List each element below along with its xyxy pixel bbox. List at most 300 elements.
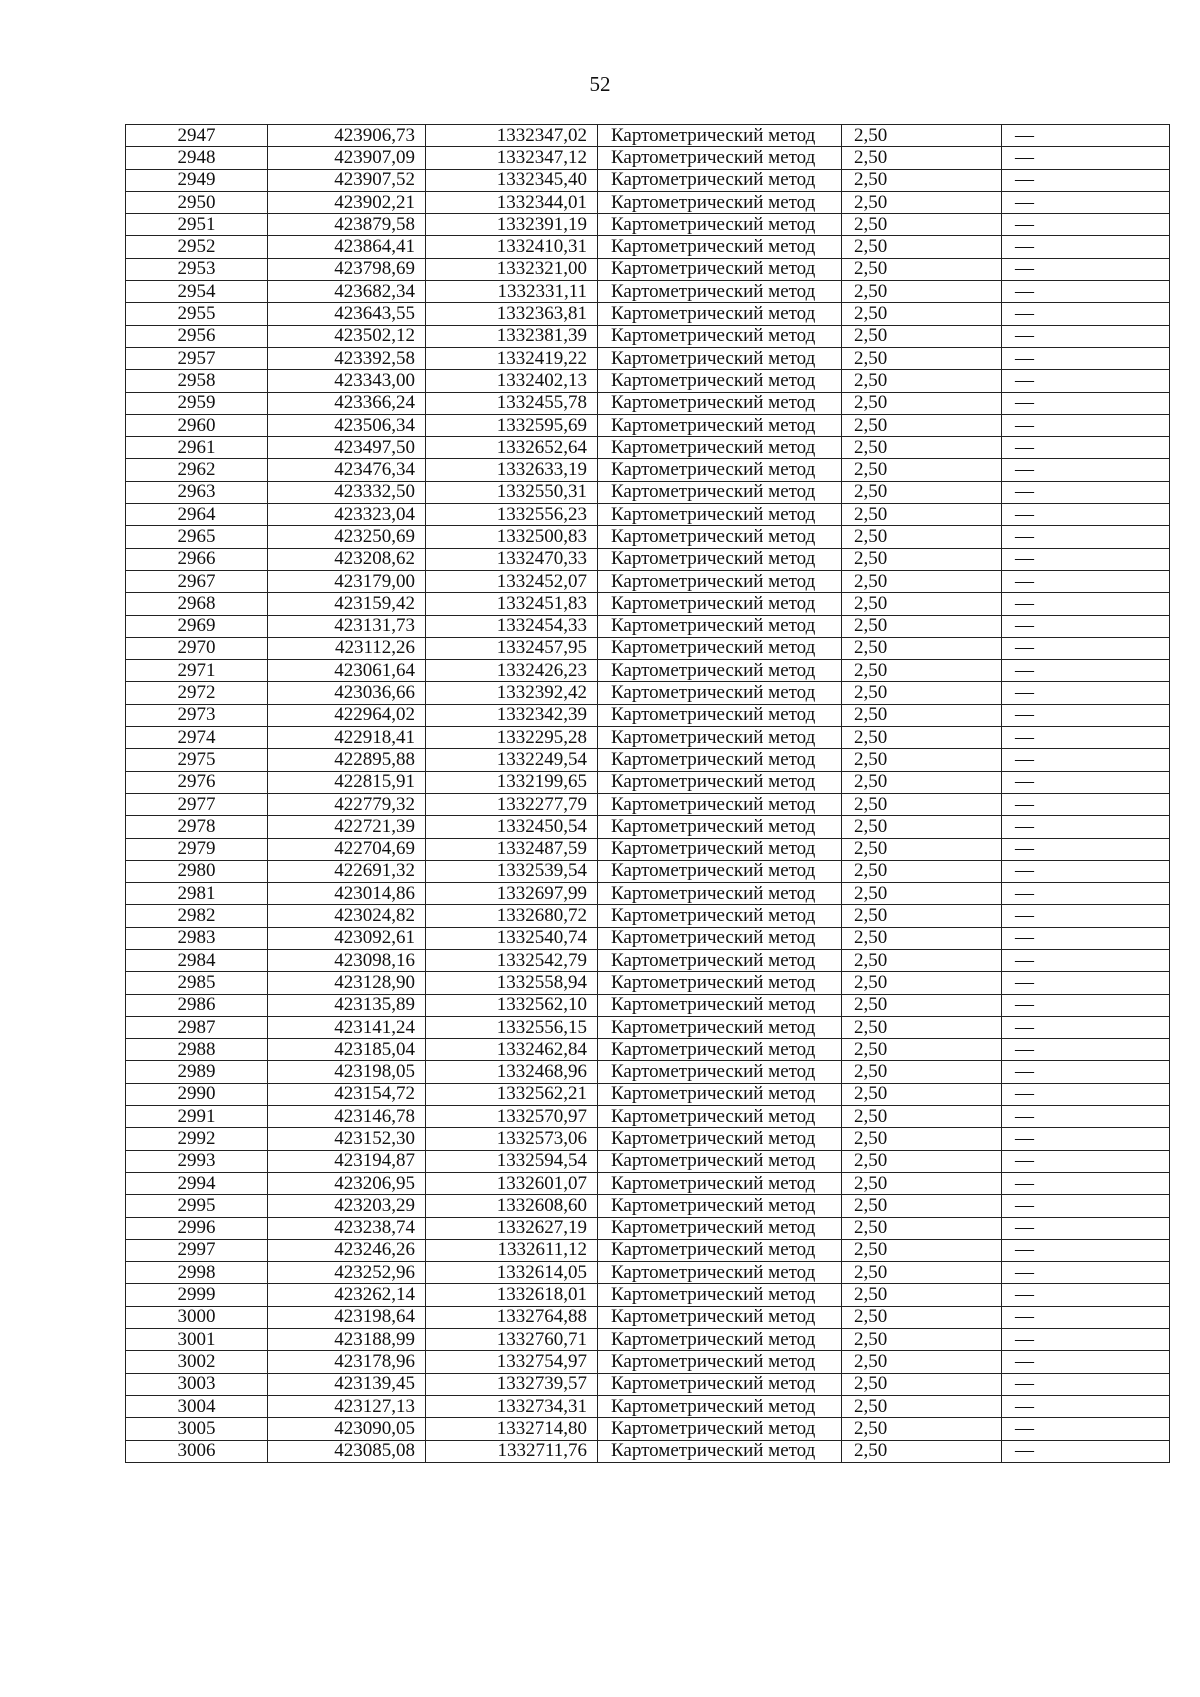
table-row — [126, 1106, 1170, 1128]
table-row — [126, 1284, 1170, 1306]
point-number-cell: 2953 — [126, 258, 268, 280]
y-coordinate-cell: 1332452,07 — [426, 570, 598, 592]
point-number-cell: 3002 — [126, 1351, 268, 1373]
page-number: 52 — [589, 72, 611, 96]
method-cell: Картометрический метод — [598, 1039, 842, 1061]
description-cell: — — [1002, 1061, 1170, 1083]
x-coordinate-cell: 423154,72 — [268, 1083, 426, 1105]
method-cell: Картометрический метод — [598, 1150, 842, 1172]
table-row — [126, 325, 1170, 347]
x-coordinate-cell: 422691,32 — [268, 860, 426, 882]
y-coordinate-cell: 1332760,71 — [426, 1329, 598, 1351]
method-cell: Картометрический метод — [598, 949, 842, 971]
table-row — [126, 258, 1170, 280]
method-cell: Картометрический метод — [598, 325, 842, 347]
point-number-cell: 2971 — [126, 660, 268, 682]
y-coordinate-cell: 1332419,22 — [426, 347, 598, 369]
y-coordinate-cell: 1332249,54 — [426, 749, 598, 771]
description-cell: — — [1002, 1373, 1170, 1395]
method-cell: Картометрический метод — [598, 1239, 842, 1261]
y-coordinate-cell: 1332539,54 — [426, 860, 598, 882]
description-cell: — — [1002, 682, 1170, 704]
table-row — [126, 191, 1170, 213]
error-cell: 2,50 — [842, 1351, 1002, 1373]
error-cell: 2,50 — [842, 504, 1002, 526]
method-cell: Картометрический метод — [598, 437, 842, 459]
error-cell: 2,50 — [842, 392, 1002, 414]
method-cell: Картометрический метод — [598, 281, 842, 303]
y-coordinate-cell: 1332652,64 — [426, 437, 598, 459]
x-coordinate-cell: 423203,29 — [268, 1195, 426, 1217]
y-coordinate-cell: 1332457,95 — [426, 637, 598, 659]
error-cell: 2,50 — [842, 1306, 1002, 1328]
x-coordinate-cell: 423879,58 — [268, 214, 426, 236]
x-coordinate-cell: 423906,73 — [268, 125, 426, 147]
point-number-cell: 2977 — [126, 793, 268, 815]
description-cell: — — [1002, 1083, 1170, 1105]
error-cell: 2,50 — [842, 1128, 1002, 1150]
error-cell: 2,50 — [842, 147, 1002, 169]
point-number-cell: 2975 — [126, 749, 268, 771]
table-row — [126, 793, 1170, 815]
description-cell: — — [1002, 392, 1170, 414]
point-number-cell: 2965 — [126, 526, 268, 548]
table-row — [126, 927, 1170, 949]
table-row — [126, 1329, 1170, 1351]
error-cell: 2,50 — [842, 437, 1002, 459]
point-number-cell: 2994 — [126, 1172, 268, 1194]
description-cell: — — [1002, 125, 1170, 147]
point-number-cell: 2958 — [126, 370, 268, 392]
table-row — [126, 1195, 1170, 1217]
method-cell: Картометрический метод — [598, 1329, 842, 1351]
y-coordinate-cell: 1332570,97 — [426, 1106, 598, 1128]
method-cell: Картометрический метод — [598, 749, 842, 771]
y-coordinate-cell: 1332739,57 — [426, 1373, 598, 1395]
y-coordinate-cell: 1332321,00 — [426, 258, 598, 280]
y-coordinate-cell: 1332608,60 — [426, 1195, 598, 1217]
error-cell: 2,50 — [842, 727, 1002, 749]
description-cell: — — [1002, 504, 1170, 526]
x-coordinate-cell: 423323,04 — [268, 504, 426, 526]
x-coordinate-cell: 422895,88 — [268, 749, 426, 771]
y-coordinate-cell: 1332402,13 — [426, 370, 598, 392]
x-coordinate-cell: 423152,30 — [268, 1128, 426, 1150]
table-row — [126, 214, 1170, 236]
point-number-cell: 2991 — [126, 1106, 268, 1128]
y-coordinate-cell: 1332462,84 — [426, 1039, 598, 1061]
point-number-cell: 2978 — [126, 816, 268, 838]
y-coordinate-cell: 1332754,97 — [426, 1351, 598, 1373]
x-coordinate-cell: 423159,42 — [268, 593, 426, 615]
y-coordinate-cell: 1332410,31 — [426, 236, 598, 258]
x-coordinate-cell: 423502,12 — [268, 325, 426, 347]
description-cell: — — [1002, 281, 1170, 303]
point-number-cell: 2995 — [126, 1195, 268, 1217]
x-coordinate-cell: 423128,90 — [268, 972, 426, 994]
x-coordinate-cell: 423146,78 — [268, 1106, 426, 1128]
x-coordinate-cell: 423090,05 — [268, 1418, 426, 1440]
table-row — [126, 860, 1170, 882]
method-cell: Картометрический метод — [598, 1016, 842, 1038]
table-row — [126, 749, 1170, 771]
y-coordinate-cell: 1332277,79 — [426, 793, 598, 815]
table-row — [126, 682, 1170, 704]
description-cell: — — [1002, 526, 1170, 548]
method-cell: Картометрический метод — [598, 771, 842, 793]
error-cell: 2,50 — [842, 905, 1002, 927]
table-row — [126, 392, 1170, 414]
table-row — [126, 125, 1170, 147]
error-cell: 2,50 — [842, 370, 1002, 392]
description-cell: — — [1002, 883, 1170, 905]
point-number-cell: 2947 — [126, 125, 268, 147]
x-coordinate-cell: 423506,34 — [268, 414, 426, 436]
error-cell: 2,50 — [842, 1061, 1002, 1083]
error-cell: 2,50 — [842, 660, 1002, 682]
error-cell: 2,50 — [842, 637, 1002, 659]
description-cell: — — [1002, 593, 1170, 615]
point-number-cell: 2987 — [126, 1016, 268, 1038]
error-cell: 2,50 — [842, 481, 1002, 503]
description-cell: — — [1002, 1306, 1170, 1328]
error-cell: 2,50 — [842, 682, 1002, 704]
x-coordinate-cell: 423194,87 — [268, 1150, 426, 1172]
y-coordinate-cell: 1332344,01 — [426, 191, 598, 213]
x-coordinate-cell: 423262,14 — [268, 1284, 426, 1306]
method-cell: Картометрический метод — [598, 1217, 842, 1239]
y-coordinate-cell: 1332697,99 — [426, 883, 598, 905]
y-coordinate-cell: 1332426,23 — [426, 660, 598, 682]
table-row — [126, 727, 1170, 749]
point-number-cell: 2984 — [126, 949, 268, 971]
point-number-cell: 2961 — [126, 437, 268, 459]
error-cell: 2,50 — [842, 459, 1002, 481]
description-cell: — — [1002, 1395, 1170, 1417]
table-row — [126, 370, 1170, 392]
table-row — [126, 1128, 1170, 1150]
x-coordinate-cell: 423131,73 — [268, 615, 426, 637]
table-row — [126, 704, 1170, 726]
table-row — [126, 1217, 1170, 1239]
error-cell: 2,50 — [842, 570, 1002, 592]
y-coordinate-cell: 1332342,39 — [426, 704, 598, 726]
point-number-cell: 2998 — [126, 1262, 268, 1284]
coordinates-table-body — [126, 125, 1170, 1463]
x-coordinate-cell: 423185,04 — [268, 1039, 426, 1061]
y-coordinate-cell: 1332345,40 — [426, 169, 598, 191]
x-coordinate-cell: 423246,26 — [268, 1239, 426, 1261]
y-coordinate-cell: 1332295,28 — [426, 727, 598, 749]
point-number-cell: 2964 — [126, 504, 268, 526]
description-cell: — — [1002, 325, 1170, 347]
error-cell: 2,50 — [842, 1262, 1002, 1284]
method-cell: Картометрический метод — [598, 1284, 842, 1306]
point-number-cell: 2969 — [126, 615, 268, 637]
point-number-cell: 3000 — [126, 1306, 268, 1328]
y-coordinate-cell: 1332540,74 — [426, 927, 598, 949]
description-cell: — — [1002, 1016, 1170, 1038]
method-cell: Картометрический метод — [598, 548, 842, 570]
y-coordinate-cell: 1332451,83 — [426, 593, 598, 615]
table-row — [126, 1061, 1170, 1083]
description-cell: — — [1002, 660, 1170, 682]
y-coordinate-cell: 1332680,72 — [426, 905, 598, 927]
method-cell: Картометрический метод — [598, 1195, 842, 1217]
x-coordinate-cell: 423392,58 — [268, 347, 426, 369]
y-coordinate-cell: 1332363,81 — [426, 303, 598, 325]
description-cell: — — [1002, 236, 1170, 258]
description-cell: — — [1002, 1106, 1170, 1128]
point-number-cell: 2981 — [126, 883, 268, 905]
x-coordinate-cell: 423343,00 — [268, 370, 426, 392]
x-coordinate-cell: 423864,41 — [268, 236, 426, 258]
method-cell: Картометрический метод — [598, 704, 842, 726]
table-row — [126, 1418, 1170, 1440]
y-coordinate-cell: 1332347,12 — [426, 147, 598, 169]
table-row — [126, 414, 1170, 436]
description-cell: — — [1002, 1128, 1170, 1150]
description-cell: — — [1002, 1284, 1170, 1306]
x-coordinate-cell: 423139,45 — [268, 1373, 426, 1395]
error-cell: 2,50 — [842, 548, 1002, 570]
error-cell: 2,50 — [842, 949, 1002, 971]
description-cell: — — [1002, 615, 1170, 637]
x-coordinate-cell: 422918,41 — [268, 727, 426, 749]
error-cell: 2,50 — [842, 1083, 1002, 1105]
method-cell: Картометрический метод — [598, 214, 842, 236]
table-row — [126, 615, 1170, 637]
x-coordinate-cell: 423907,52 — [268, 169, 426, 191]
point-number-cell: 2985 — [126, 972, 268, 994]
description-cell: — — [1002, 1239, 1170, 1261]
point-number-cell: 2957 — [126, 347, 268, 369]
point-number-cell: 2972 — [126, 682, 268, 704]
x-coordinate-cell: 423208,62 — [268, 548, 426, 570]
table-row — [126, 816, 1170, 838]
description-cell: — — [1002, 816, 1170, 838]
error-cell: 2,50 — [842, 793, 1002, 815]
table-row — [126, 526, 1170, 548]
x-coordinate-cell: 423014,86 — [268, 883, 426, 905]
table-row — [126, 504, 1170, 526]
description-cell: — — [1002, 481, 1170, 503]
table-row — [126, 1150, 1170, 1172]
x-coordinate-cell: 423907,09 — [268, 147, 426, 169]
method-cell: Картометрический метод — [598, 660, 842, 682]
error-cell: 2,50 — [842, 281, 1002, 303]
error-cell: 2,50 — [842, 1395, 1002, 1417]
y-coordinate-cell: 1332556,15 — [426, 1016, 598, 1038]
error-cell: 2,50 — [842, 214, 1002, 236]
point-number-cell: 2989 — [126, 1061, 268, 1083]
method-cell: Картометрический метод — [598, 125, 842, 147]
point-number-cell: 2983 — [126, 927, 268, 949]
method-cell: Картометрический метод — [598, 682, 842, 704]
table-row — [126, 883, 1170, 905]
description-cell: — — [1002, 258, 1170, 280]
description-cell: — — [1002, 1418, 1170, 1440]
error-cell: 2,50 — [842, 325, 1002, 347]
error-cell: 2,50 — [842, 1039, 1002, 1061]
x-coordinate-cell: 423332,50 — [268, 481, 426, 503]
table-row — [126, 1351, 1170, 1373]
table-row — [126, 570, 1170, 592]
table-row — [126, 281, 1170, 303]
x-coordinate-cell: 423127,13 — [268, 1395, 426, 1417]
y-coordinate-cell: 1332550,31 — [426, 481, 598, 503]
table-row — [126, 1239, 1170, 1261]
y-coordinate-cell: 1332562,21 — [426, 1083, 598, 1105]
description-cell: — — [1002, 1329, 1170, 1351]
description-cell: — — [1002, 548, 1170, 570]
description-cell: — — [1002, 347, 1170, 369]
x-coordinate-cell: 423061,64 — [268, 660, 426, 682]
x-coordinate-cell: 423206,95 — [268, 1172, 426, 1194]
error-cell: 2,50 — [842, 1106, 1002, 1128]
error-cell: 2,50 — [842, 1195, 1002, 1217]
y-coordinate-cell: 1332594,54 — [426, 1150, 598, 1172]
method-cell: Картометрический метод — [598, 927, 842, 949]
table-row — [126, 236, 1170, 258]
error-cell: 2,50 — [842, 169, 1002, 191]
point-number-cell: 2948 — [126, 147, 268, 169]
error-cell: 2,50 — [842, 414, 1002, 436]
point-number-cell: 2990 — [126, 1083, 268, 1105]
description-cell: — — [1002, 459, 1170, 481]
table-row — [126, 1395, 1170, 1417]
point-number-cell: 2960 — [126, 414, 268, 436]
y-coordinate-cell: 1332618,01 — [426, 1284, 598, 1306]
point-number-cell: 2959 — [126, 392, 268, 414]
method-cell: Картометрический метод — [598, 1083, 842, 1105]
error-cell: 2,50 — [842, 258, 1002, 280]
description-cell: — — [1002, 860, 1170, 882]
method-cell: Картометрический метод — [598, 637, 842, 659]
method-cell: Картометрический метод — [598, 860, 842, 882]
error-cell: 2,50 — [842, 838, 1002, 860]
description-cell: — — [1002, 637, 1170, 659]
error-cell: 2,50 — [842, 771, 1002, 793]
description-cell: — — [1002, 771, 1170, 793]
x-coordinate-cell: 423238,74 — [268, 1217, 426, 1239]
point-number-cell: 2968 — [126, 593, 268, 615]
y-coordinate-cell: 1332627,19 — [426, 1217, 598, 1239]
point-number-cell: 3003 — [126, 1373, 268, 1395]
method-cell: Картометрический метод — [598, 1128, 842, 1150]
x-coordinate-cell: 422704,69 — [268, 838, 426, 860]
coordinates-table — [125, 124, 1170, 1463]
method-cell: Картометрический метод — [598, 905, 842, 927]
description-cell: — — [1002, 793, 1170, 815]
point-number-cell: 2952 — [126, 236, 268, 258]
point-number-cell: 2999 — [126, 1284, 268, 1306]
y-coordinate-cell: 1332391,19 — [426, 214, 598, 236]
description-cell: — — [1002, 1172, 1170, 1194]
point-number-cell: 2974 — [126, 727, 268, 749]
description-cell: — — [1002, 927, 1170, 949]
description-cell: — — [1002, 214, 1170, 236]
point-number-cell: 2954 — [126, 281, 268, 303]
table-row — [126, 1373, 1170, 1395]
error-cell: 2,50 — [842, 191, 1002, 213]
error-cell: 2,50 — [842, 593, 1002, 615]
method-cell: Картометрический метод — [598, 1262, 842, 1284]
x-coordinate-cell: 423198,05 — [268, 1061, 426, 1083]
y-coordinate-cell: 1332556,23 — [426, 504, 598, 526]
y-coordinate-cell: 1332734,31 — [426, 1395, 598, 1417]
point-number-cell: 2982 — [126, 905, 268, 927]
method-cell: Картометрический метод — [598, 504, 842, 526]
table-row — [126, 972, 1170, 994]
y-coordinate-cell: 1332199,65 — [426, 771, 598, 793]
point-number-cell: 2988 — [126, 1039, 268, 1061]
x-coordinate-cell: 423188,99 — [268, 1329, 426, 1351]
method-cell: Картометрический метод — [598, 414, 842, 436]
y-coordinate-cell: 1332487,59 — [426, 838, 598, 860]
method-cell: Картометрический метод — [598, 793, 842, 815]
table-row — [126, 548, 1170, 570]
description-cell: — — [1002, 1039, 1170, 1061]
table-row — [126, 838, 1170, 860]
method-cell: Картометрический метод — [598, 459, 842, 481]
description-cell: — — [1002, 1351, 1170, 1373]
description-cell: — — [1002, 169, 1170, 191]
y-coordinate-cell: 1332500,83 — [426, 526, 598, 548]
method-cell: Картометрический метод — [598, 1440, 842, 1462]
x-coordinate-cell: 423198,64 — [268, 1306, 426, 1328]
description-cell: — — [1002, 905, 1170, 927]
x-coordinate-cell: 423497,50 — [268, 437, 426, 459]
description-cell: — — [1002, 1195, 1170, 1217]
method-cell: Картометрический метод — [598, 816, 842, 838]
method-cell: Картометрический метод — [598, 169, 842, 191]
error-cell: 2,50 — [842, 1373, 1002, 1395]
method-cell: Картометрический метод — [598, 615, 842, 637]
error-cell: 2,50 — [842, 749, 1002, 771]
table-row — [126, 437, 1170, 459]
table-row — [126, 1440, 1170, 1462]
point-number-cell: 3005 — [126, 1418, 268, 1440]
error-cell: 2,50 — [842, 303, 1002, 325]
error-cell: 2,50 — [842, 236, 1002, 258]
y-coordinate-cell: 1332764,88 — [426, 1306, 598, 1328]
table-row — [126, 1306, 1170, 1328]
x-coordinate-cell: 423643,55 — [268, 303, 426, 325]
point-number-cell: 2951 — [126, 214, 268, 236]
y-coordinate-cell: 1332454,33 — [426, 615, 598, 637]
point-number-cell: 2955 — [126, 303, 268, 325]
method-cell: Картометрический метод — [598, 370, 842, 392]
y-coordinate-cell: 1332470,33 — [426, 548, 598, 570]
table-row — [126, 1262, 1170, 1284]
y-coordinate-cell: 1332601,07 — [426, 1172, 598, 1194]
x-coordinate-cell: 422964,02 — [268, 704, 426, 726]
point-number-cell: 3006 — [126, 1440, 268, 1462]
y-coordinate-cell: 1332347,02 — [426, 125, 598, 147]
y-coordinate-cell: 1332381,39 — [426, 325, 598, 347]
table-row — [126, 1016, 1170, 1038]
error-cell: 2,50 — [842, 816, 1002, 838]
method-cell: Картометрический метод — [598, 1351, 842, 1373]
x-coordinate-cell: 422815,91 — [268, 771, 426, 793]
table-row — [126, 771, 1170, 793]
x-coordinate-cell: 423141,24 — [268, 1016, 426, 1038]
error-cell: 2,50 — [842, 1217, 1002, 1239]
x-coordinate-cell: 423902,21 — [268, 191, 426, 213]
error-cell: 2,50 — [842, 1172, 1002, 1194]
table-row — [126, 481, 1170, 503]
